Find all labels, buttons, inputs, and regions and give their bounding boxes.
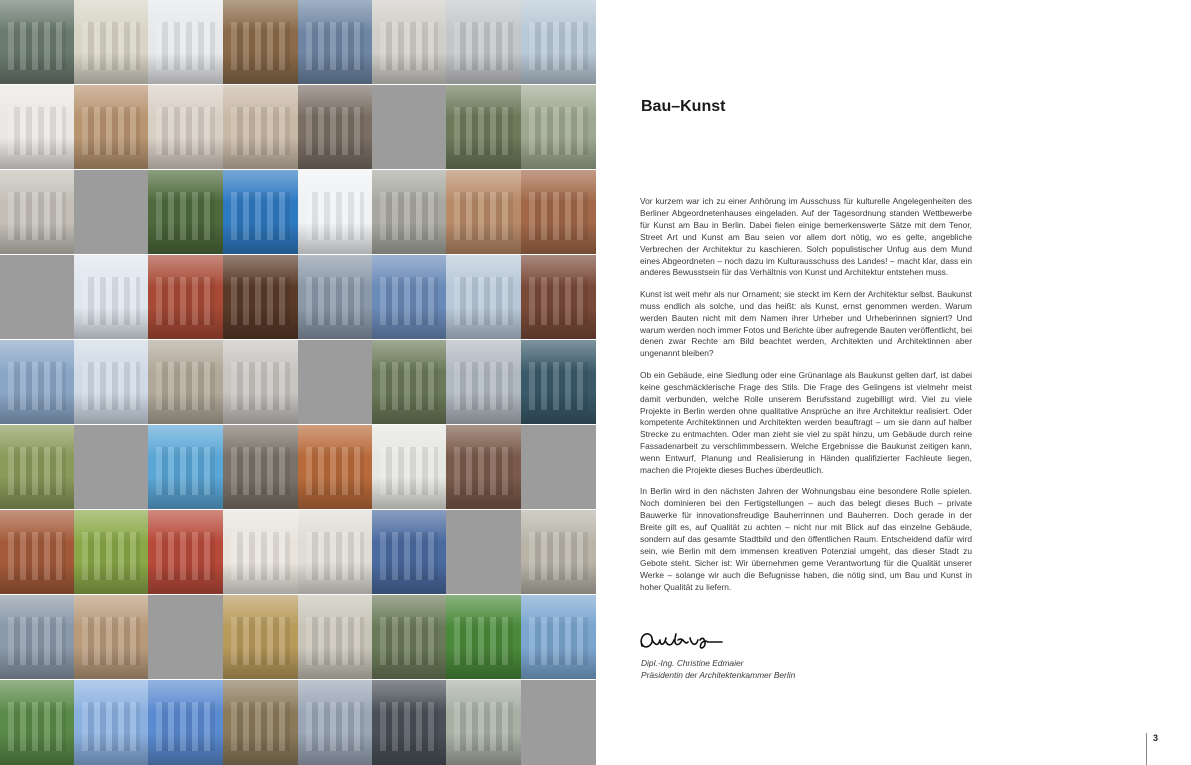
photo-detail (454, 22, 513, 70)
architecture-photo (298, 510, 372, 594)
gray-placeholder-tile (148, 595, 223, 679)
photo-detail (380, 447, 438, 495)
photo-detail (82, 532, 140, 580)
architecture-photo (372, 340, 446, 424)
photo-detail (231, 617, 290, 665)
architecture-photo (223, 170, 298, 254)
photo-detail (306, 22, 364, 70)
architecture-photo (298, 595, 372, 679)
page-title: Bau–Kunst (641, 98, 726, 115)
photo-detail (529, 22, 588, 70)
photo-detail (156, 447, 215, 495)
photo-detail (529, 277, 588, 325)
architecture-photo (223, 340, 298, 424)
paragraph: Ob ein Gebäude, eine Siedlung oder eine Grünanlage als Baukunst gelten darf, ist dabei keine geschmäcklerische Frage des Stils. Die Frage des Gelingens ist vielmehr meist damit verbunden, welche Rolle unserem Berufsstand zugebilligt wird. Viel zu viele Projekte in Berlin werden ohne qualitative Ansprüche an ihre Architektur realisiert. Oder kompetente Architektinnen und Architekten werden beauftragt – um sie dann auf halber Strecke zu entmachten. Oder man zieht sie viel zu spät hinzu, um Gebäude durch reine Fassadenarbeit zu verschlimmbessern. Welche Ergebnisse die Baukunst zeitigen kann, wenn Entwurf, Planung und Realisierung in Händen qualifizierter Fachleute liegen, machen die Projekte dieses Buches überdeutlich. (640, 369, 972, 476)
photo-detail (454, 192, 513, 240)
signatory-role: Präsidentin der Architektenkammer Berlin (641, 670, 796, 680)
architecture-photo (372, 595, 446, 679)
architecture-photo (446, 680, 521, 765)
architecture-photo (298, 170, 372, 254)
gray-placeholder-tile (0, 255, 74, 339)
gray-placeholder-tile (74, 425, 148, 509)
architecture-photo (446, 170, 521, 254)
architecture-photo (148, 340, 223, 424)
architecture-photo (0, 85, 74, 169)
architecture-photo (223, 510, 298, 594)
architecture-photo (223, 425, 298, 509)
architecture-photo (372, 255, 446, 339)
photo-detail (82, 702, 140, 751)
architecture-photo (0, 680, 74, 765)
architecture-photo (148, 255, 223, 339)
photo-detail (156, 107, 215, 155)
photo-detail (306, 617, 364, 665)
photo-detail (156, 192, 215, 240)
photo-detail (454, 277, 513, 325)
photo-detail (156, 362, 215, 410)
photo-detail (306, 277, 364, 325)
gray-placeholder-tile (298, 340, 372, 424)
architecture-photo (223, 680, 298, 765)
photo-detail (306, 447, 364, 495)
photo-detail (231, 192, 290, 240)
architecture-photo (521, 85, 596, 169)
photo-detail (306, 702, 364, 751)
photo-detail (231, 702, 290, 751)
handwritten-signature (636, 624, 736, 656)
photo-detail (380, 702, 438, 751)
architecture-photo (372, 425, 446, 509)
photo-detail (156, 532, 215, 580)
architecture-photo (372, 510, 446, 594)
photo-detail (231, 22, 290, 70)
architecture-photo (521, 340, 596, 424)
architecture-photo (223, 255, 298, 339)
architecture-photo (521, 170, 596, 254)
photo-detail (231, 447, 290, 495)
photo-detail (8, 22, 66, 70)
architecture-photo (74, 0, 148, 84)
photo-detail (156, 702, 215, 751)
architecture-photo (0, 595, 74, 679)
photo-detail (231, 362, 290, 410)
photo-detail (156, 277, 215, 325)
photo-detail (306, 192, 364, 240)
photo-detail (231, 277, 290, 325)
architecture-photo (0, 425, 74, 509)
architecture-photo (446, 340, 521, 424)
gray-placeholder-tile (521, 680, 596, 765)
photo-detail (82, 617, 140, 665)
architecture-photo (298, 680, 372, 765)
article-body (640, 196, 972, 603)
architecture-photo (446, 255, 521, 339)
photo-detail (231, 107, 290, 155)
architecture-photo (0, 0, 74, 84)
photo-detail (380, 192, 438, 240)
photo-detail (231, 532, 290, 580)
architecture-photo (298, 0, 372, 84)
photo-detail (454, 107, 513, 155)
architecture-photo (372, 0, 446, 84)
architecture-photo (74, 340, 148, 424)
photo-detail (380, 22, 438, 70)
architecture-photo (148, 85, 223, 169)
signatory-name: Dipl.-Ing. Christine Edmaier (641, 658, 744, 668)
paragraph: In Berlin wird in den nächsten Jahren der Wohnungsbau eine besondere Rolle spielen. Noch dominieren bei den Fertigstellungen – auch das belegt dieses Buch – private Bauwerke für innovationsfreudige Bauherrinnen und Bauherren. Doch gerade in der Breite gilt es, auf Qualität zu achten – nicht nur mit Blick auf das einzelne Gebäude, sondern auf das gesamte Stadtbild und den öffentlichen Raum. Entscheidend dafür wird sein, wie Berlin mit dem immensen kreativen Potenzial umgeht, das dieser Stadt zu Gebote steht. Sicher ist: Wir übernehmen gerne Verantwortung für die Qualität unserer Werke – solange wir auch die Befugnisse haben, die nötig sind, um Bau und Kunst in hoher Qualität zu liefern. (640, 486, 972, 592)
architecture-photo (446, 0, 521, 84)
photo-detail (8, 447, 66, 495)
photo-detail (8, 107, 66, 155)
architecture-photo (148, 0, 223, 84)
paragraph: Vor kurzem war ich zu einer Anhörung im Ausschuss für kulturelle Angelegenheiten des Berliner Abgeordnetenhauses eingeladen. Auf der Tagesordnung standen Wettbewerbe für Kunst am Bau in Berlin. Dabei fielen einige bemerkenswerte Sätze mit dem Tenor, Street Art und Kunst am Bau seien vor allem dort nötig, wo es gelte, angebliche Verbrechen der Architektur zu kaschieren. Solch populistischer Unfug aus dem Mund eines Abgeordneten – noch dazu im Kulturausschuss des Landes! – macht klar, dass ein anderes Bewusstsein für das Verhältnis von Kunst und Architektur entstehen muss. (640, 196, 972, 278)
photo-detail (529, 362, 588, 410)
paragraph: Kunst ist weit mehr als nur Ornament; sie steckt im Kern der Architektur selbst. Baukunst muss endlich als solche, und das heißt: als Kunst, ernst genommen werden. Warum werden Bauten nicht mit dem Namen ihrer Urheber und Urheberinnen signiert? Und warum werden noch immer Fotos und Berichte über aufregende Bauten veröffentlicht, bei denen zwar Rechte am Bild beachtet werden, Architekten und Architektinnen aber ungenannt bleiben? (640, 288, 972, 359)
architecture-photo (0, 170, 74, 254)
photo-detail (380, 617, 438, 665)
photo-detail (8, 362, 66, 410)
photo-detail (8, 702, 66, 751)
photo-detail (529, 617, 588, 665)
photo-detail (8, 532, 66, 580)
architecture-photo (521, 255, 596, 339)
photo-detail (306, 532, 364, 580)
architecture-photo (74, 255, 148, 339)
architecture-photo (298, 425, 372, 509)
architecture-photo (372, 680, 446, 765)
page-number: 3 (1153, 733, 1159, 743)
gray-placeholder-tile (74, 170, 148, 254)
architecture-photo (298, 85, 372, 169)
text-page (596, 0, 1191, 765)
photo-detail (8, 617, 66, 665)
architecture-photo (148, 680, 223, 765)
architecture-photo (74, 85, 148, 169)
photo-detail (454, 617, 513, 665)
photo-detail (529, 192, 588, 240)
architecture-photo (372, 170, 446, 254)
photo-detail (380, 362, 438, 410)
architecture-photo (74, 680, 148, 765)
photo-detail (454, 447, 513, 495)
architecture-photo (223, 0, 298, 84)
architecture-photo (148, 170, 223, 254)
architecture-photo (446, 425, 521, 509)
photo-detail (82, 107, 140, 155)
architecture-photo (298, 255, 372, 339)
photo-detail (380, 532, 438, 580)
architecture-photo (74, 595, 148, 679)
architecture-photo (148, 510, 223, 594)
photo-detail (454, 362, 513, 410)
photo-detail (156, 22, 215, 70)
architecture-photo (521, 595, 596, 679)
architecture-photo (446, 85, 521, 169)
photo-detail (82, 277, 140, 325)
photo-detail (529, 107, 588, 155)
architecture-photo (0, 510, 74, 594)
photo-detail (82, 362, 140, 410)
architecture-photo (223, 85, 298, 169)
page-number-rule (1146, 733, 1147, 765)
photo-detail (380, 277, 438, 325)
gray-placeholder-tile (372, 85, 446, 169)
photo-detail (454, 702, 513, 751)
photo-detail (306, 107, 364, 155)
architecture-photo (521, 510, 596, 594)
architecture-photo (0, 340, 74, 424)
architecture-photo (74, 510, 148, 594)
gray-placeholder-tile (521, 425, 596, 509)
photo-detail (8, 192, 66, 240)
photo-detail (529, 532, 588, 580)
architecture-photo (521, 0, 596, 84)
photo-detail (82, 22, 140, 70)
architecture-photo (148, 425, 223, 509)
gray-placeholder-tile (446, 510, 521, 594)
architecture-photo (223, 595, 298, 679)
architecture-photo (446, 595, 521, 679)
